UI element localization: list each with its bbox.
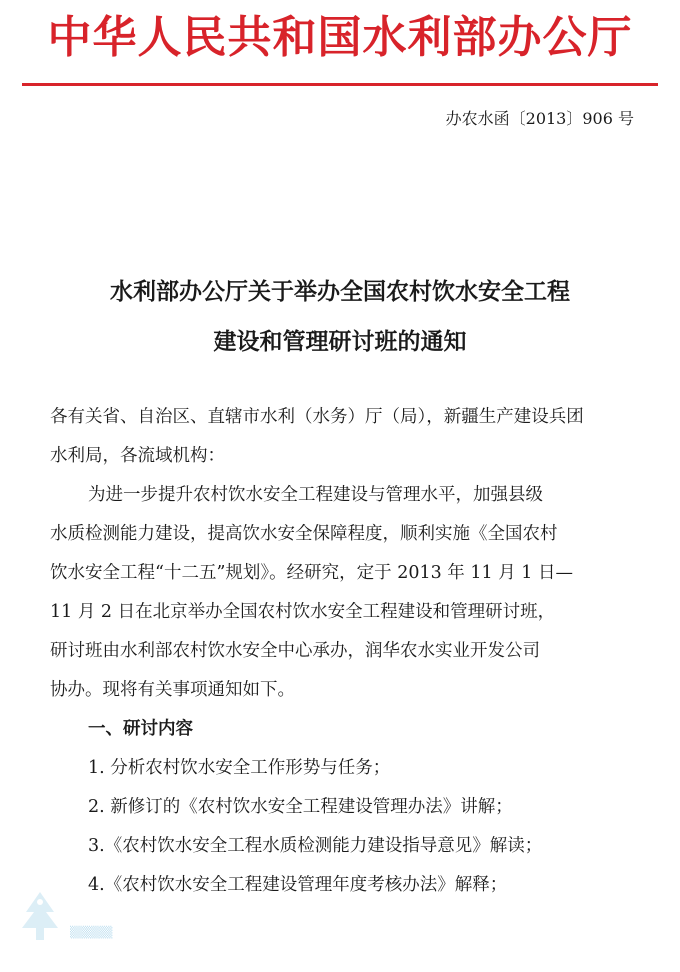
- red-divider: [22, 83, 658, 86]
- letterhead: [0, 0, 680, 90]
- document-body: [50, 398, 640, 905]
- list-item: 3.《农村饮水安全工程水质检测能力建设指导意见》解读；: [88, 836, 543, 856]
- title-line-2: 建设和管理研讨班的通知: [213, 329, 467, 355]
- paragraph-line: 饮水安全工程“十二五”规划》。经研究，定于 2013 年 11 月 1 日—: [50, 563, 573, 583]
- document-title: [40, 267, 640, 367]
- paragraph-line: 研讨班由水利部农村饮水安全中心承办，润华农水实业开发公司: [50, 641, 540, 661]
- paragraph-line: 11 月 2 日在北京举办全国农村饮水安全工程建设和管理研讨班，: [50, 602, 556, 622]
- document-number: 办农水函〔2013〕906 号: [445, 109, 634, 128]
- paragraph-line: 为进一步提升农村饮水安全工程建设与管理水平，加强县级: [88, 485, 543, 505]
- watermark-text: ▒▒▒▒▒: [70, 926, 113, 939]
- site-watermark-logo-icon: [14, 888, 66, 948]
- list-item: 2. 新修订的《农村饮水安全工程建设管理办法》讲解；: [88, 797, 513, 817]
- paragraph-line: 水质检测能力建设，提高饮水安全保障程度，顺利实施《全国农村: [50, 524, 558, 544]
- addressee-line: 水利局，各流域机构：: [50, 446, 225, 466]
- paragraph-line: 协办。现将有关事项通知如下。: [50, 680, 295, 700]
- section-heading: 一、研讨内容: [88, 719, 193, 739]
- agency-name: 中华人民共和国水利部办公厅: [47, 12, 633, 63]
- list-item: 4.《农村饮水安全工程建设管理年度考核办法》解释；: [88, 875, 508, 895]
- list-item: 1. 分析农村饮水安全工作形势与任务；: [88, 758, 391, 778]
- title-line-1: 水利部办公厅关于举办全国农村饮水安全工程: [110, 279, 570, 305]
- addressee-line: 各有关省、自治区、直辖市水利（水务）厅（局），新疆生产建设兵团: [50, 407, 584, 427]
